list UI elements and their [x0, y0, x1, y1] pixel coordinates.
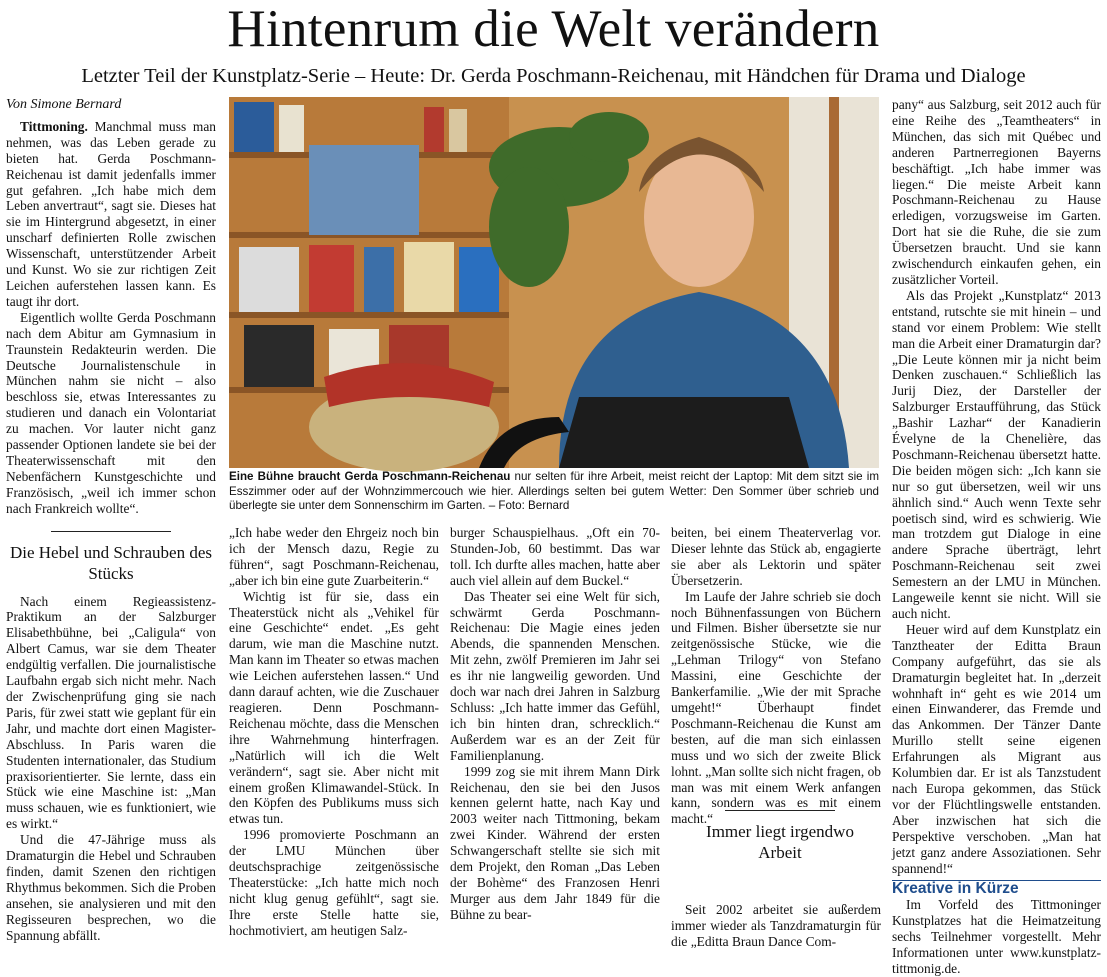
paragraph: Eigentlich wollte Gerda Poschmann nach dem Abitur am Gymnasium in Traunstein Redakteurin werden. Die Deutsche Journalistenschule in München nahm sie nicht – also beschloss sie, etwas Interessantes zu studieren und danach ein Volontariat zu machen. Vor lauter nicht ganz passender Optionen landete sie bei der Theaterwissenschaft mit den Nebenfächern Kunstgeschichte und Französisch, „weil ich immer schon nach Frankreich wollte“. — [6, 309, 216, 516]
caption-text: nur selten für ihre Arbeit, meist reicht der Laptop: Mit dem sitzt sie im Esszimmer oder auf der Wohnzimmercouch wie hier. Allerdings selten bei gutem Wetter: Den Sommer über schrieb und überlegte sie unter dem Sonnenschirm im Garten. — [229, 470, 879, 512]
column-5 — [892, 97, 1101, 976]
paragraph: Als das Projekt „Kunstplatz“ 2013 entstand, rutschte sie mit hinein – und stand vor einem Problem: Wie stellt man die Arbeit einer Dramaturgin dar? „Die Leute können mir ja nicht beim Denken zuschauen.“ Schließlich las Jurij Diez, der Darsteller der Salzburger Erstaufführung, das Stück „Bashir Lazhar“ der Kanadierin Évelyne de la Chenelière, das Poschmann-Reichenau übersetzt hatte. Die beiden mögen sich: „Ich kann sie nur so gut übersetzen, weil wir uns ähnlich sind.“ Auch wenn Texte sehr poetisch sind, wird es schwierig. Wie man trotzdem gut Dialoge in eine andere Sprache überträgt, lehrt Poschmann-Reichenau seit zwei Semestern an der LMU in München. Langeweile kennt sie nicht. Will sie auch nicht. — [892, 287, 1101, 621]
column-4-tail — [671, 902, 881, 950]
info-box-title: Kreative in Kürze — [892, 880, 1019, 898]
byline: Von Simone Bernard — [6, 97, 122, 112]
paragraph: Und die 47-Jährige muss als Dramaturgin die Hebel und Schrauben finden, damit Szenen den richtigen Rhythmus bekommen. Sich die Proben ansehen, sie analysieren und mit den Regisseuren besprechen, wo die Spannung abfällt. — [6, 832, 216, 943]
info-box-text: Im Vorfeld des Tittmoninger Kunstplatzes hat die Heimatzeitung sechs Teilnehmer vorgestellt. Mehr Informationen unter www.kunstplatz-tittmonig.de. — [892, 897, 1101, 976]
section-divider — [51, 531, 171, 532]
paragraph: Nach einem Regieassistenz-Praktikum an der Salzburger Elisabethbühne, bei „Caligula“ von Albert Camus, war sie dem Theater endgültig verfallen. Die journalistische Laufbahn ergab sich nicht mehr. Nach der Zwischenprüfung ging sie nach Paris, für zwei statt wie geplant für ein Jahr, und machte dort einen Magister-Abschluss. In Paris waren die Studenten internationaler, das Studium praxisorientierter. Sie lernte, dass ein Stück wie eine Maschine ist: „Man muss schauen, wie es funktioniert, wie es wirkt.“ — [6, 593, 216, 832]
paragraph: Das Theater sei eine Welt für sich, schwärmt Gerda Poschmann-Reichenau: Die Magie eines jeden Abends, die spannenden Menschen. Mit zehn, zwölf Premieren im Jahr sei es ihr nie langweilig geworden. Und doch war nach drei Jahren in Salzburg Schluss: „Ich hatte immer das Gefühl, ich bin hinten dran, schrecklich.“ Außerdem war es an der Zeit für Familienplanung. — [450, 588, 660, 763]
column-3 — [450, 525, 660, 950]
subheadline: Letzter Teil der Kunstplatz-Serie – Heute: Dr. Gerda Poschmann-Reichenau, mit Händchen für Drama und Dialoge — [81, 65, 1026, 87]
column-2 — [229, 525, 439, 950]
column-4 — [671, 525, 881, 827]
paragraph: Heuer wird auf dem Kunstplatz ein Tanztheater der Editta Braun Company aufgeführt, das sie als Dramaturgin begleitet hat. In „derzeit wohnhaft in“ geht es wie 2014 um einen Einwanderer, das Fremde und das Ankommen. Der Tänzer Dante Murillo stellt seine eigenen Erfahrungen als Migrant aus Kolumbien dar. Er ist als Tanzstudent nach Europa gekommen, das Stück vor der Flüchtlingswelle entstanden. Aber inzwischen hat sich die Perspektive verschoben. „Man hat jetzt ganz andere Assoziationen. Sehr spannend!“ — [892, 621, 1101, 876]
column-1 — [6, 97, 216, 950]
headline: Hintenrum die Welt verändern — [227, 0, 880, 58]
paragraph: pany“ aus Salzburg, seit 2012 auch für eine Reihe des „Teamtheaters“ in München, das sich mit Québec und anderen Partnerregionen Bayerns beschäftigt. „Ich habe immer was liegen.“ Die meiste Arbeit kann Poschmann-Reichenau zu Hause erledigen, vorzugsweise im Garten. Dort hat sie die Ruhe, die sie zum Übersetzen braucht. Und sie kann zwischendurch einkaufen gehen, ein zusätzlicher Vorteil. — [892, 97, 1101, 287]
paragraph: Im Laufe der Jahre schrieb sie doch noch Bühnenfassungen von Büchern und Filmen. Bisher übersetzte sie nur zeitgenössische Stücke, wie die „Lehman Trilogy“ von Stefano Massini, eine Geschichte der Bankerfamilie. „Wie der mit Sprache umgeht!“ Überhaupt findet Poschmann-Reichenau die Kunst am besten, auf die man sich einlassen muss und wo sich der zweite Blick lohnt. „Man sollte sich nicht fragen, ob man was mit einem Werk anfangen kann, sondern was es mit einem macht.“ — [671, 588, 881, 827]
section-subhead: Die Hebel und Schrauben des Stücks — [9, 542, 213, 583]
photo-credit: – Foto: Bernard — [488, 499, 570, 512]
section-divider — [725, 810, 835, 811]
paragraph: Wichtig ist für sie, dass ein Theaterstück nicht als „Vehikel für eine Geschichte“ endet. „Es geht darum, wie man die Maschine nutzt. Man kann im Theater so etwas machen wie Leichen auferstehen lassen.“ Und dann darauf achten, wie die Zuschauer reagieren. Denn Poschmann-Reichenau möchte, dass die Menschen ihre Wahrnehmung hinterfragen. „Natürlich will ich die Welt verändern“, sagt sie. Aber nicht mit einem großen Klimawandel-Stück. In den Köpfen des Publikums muss sich etwas tun. — [229, 588, 439, 827]
paragraph: 1996 promovierte Poschmann an der LMU München über deutschsprachige zeitgenössische Theaterstücke: „Ich hatte mich noch nicht klug genug gefühlt“, sagt sie. Ihre erste Stelle hatte sie, hochmotiviert, am heutigen Salz- — [229, 827, 439, 938]
paragraph: Seit 2002 arbeitet sie außerdem immer wieder als Tanzdramaturgin für die „Editta Braun Dance Com- — [671, 902, 881, 949]
section-box — [690, 810, 870, 863]
paragraph: beiten, bei einem Theaterverlag vor. Dieser lehnte das Stück ab, engagierte sie aber als Lektorin und später Übersetzerin. — [671, 525, 881, 588]
portrait-photo — [229, 97, 879, 468]
paragraph: „Ich habe weder den Ehrgeiz noch bin ich der Mensch dazu, Regie zu führen“, sagt Poschmann-Reichenau, „aber ich bin eine gute Zuarbeiterin.“ — [229, 525, 439, 588]
paragraph: Tittmoning. Manchmal muss man nehmen, was das Leben gerade zu bieten hat. Gerda Poschmann-Reichenau ist damit jedenfalls immer gut gefahren. „Ich habe mich dem Leben anvertraut“, sagt sie. Dieses hat sie im Hintergrund abgesetzt, in einer unscharf definierten Rolle zwischen Wissenschaft, unterstützender Arbeit und Kunst. Wo sie zur richtigen Zeit Leichen auferstehen lassen kann. Es taugt ihr dort. — [6, 118, 216, 309]
paragraph: burger Schauspielhaus. „Oft ein 70-Stunden-Job, 60 bestimmt. Das war toll. Ich durfte alles machen, hatte aber auch viel allein auf dem Buckel.“ — [450, 525, 660, 588]
dateline: Tittmoning. — [20, 118, 88, 134]
caption-lead: Eine Bühne braucht Gerda Poschmann-Reichenau — [229, 470, 511, 483]
section-subhead: Immer liegt irgendwo Arbeit — [706, 822, 854, 862]
paragraph: 1999 zog sie mit ihrem Mann Dirk Reichenau, den sie bei den Jusos kennen gelernt hatte, nach Kay und 2003 weiter nach Tittmoning, bekam zwei Kinder. Während der ersten Schwangerschaft stellte sie sich mit dem Projekt, den Roman „Das Leben der Bohème“ des Franzosen Henri Murger aus dem Jahr 1849 für die Bühne zu bear- — [450, 763, 660, 922]
photo-caption — [229, 470, 879, 514]
